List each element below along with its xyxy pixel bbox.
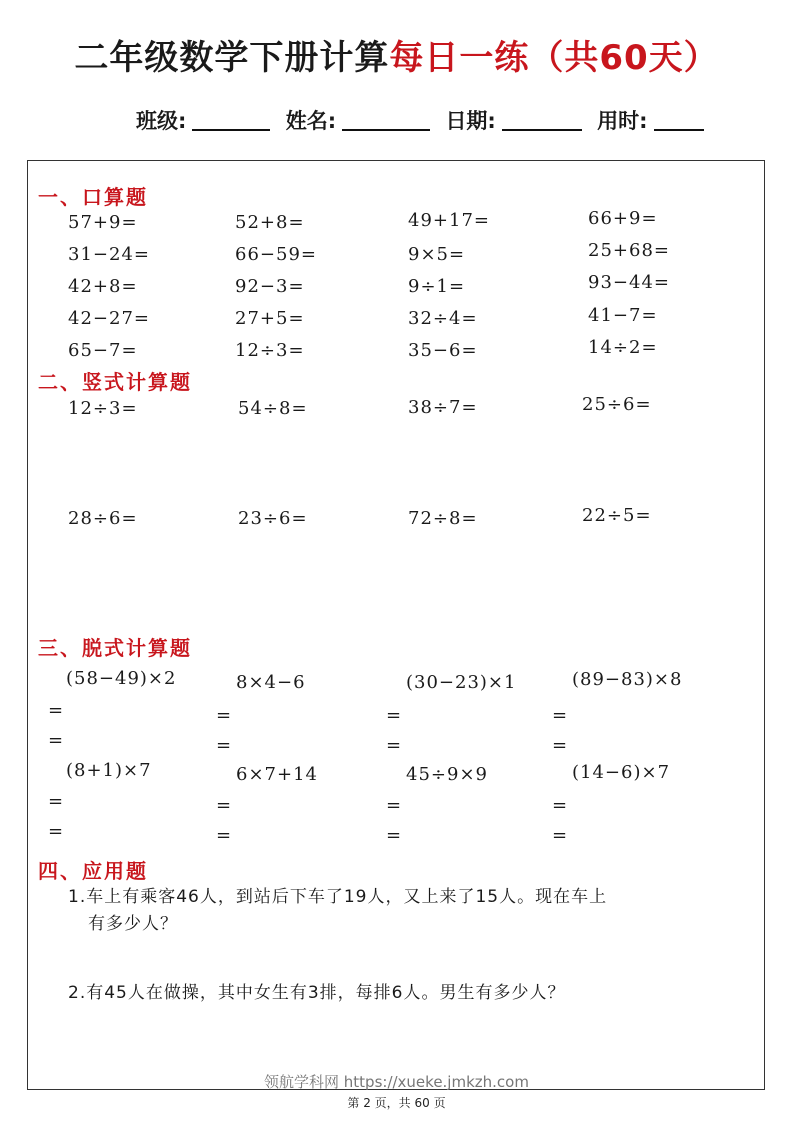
title-red-part: 每日一练（共60天）	[389, 38, 719, 78]
name-label: 姓名:	[285, 109, 337, 133]
oral-question: 31−24=	[68, 244, 150, 265]
equals-line: =	[48, 791, 64, 812]
equals-line: =	[386, 735, 402, 756]
section-oral-title: 一、口算题	[38, 185, 148, 209]
vertical-question: 28÷6=	[68, 508, 138, 529]
oral-question: 65−7=	[68, 340, 138, 361]
equals-line: =	[386, 825, 402, 846]
date-blank[interactable]	[502, 109, 582, 131]
stepwise-question: 6×7+14	[236, 764, 318, 785]
section-vertical-title: 二、竖式计算题	[38, 370, 192, 394]
date-label: 日期:	[445, 109, 496, 133]
oral-question: 27+5=	[235, 308, 305, 329]
stepwise-question: (58−49)×2	[66, 668, 177, 689]
oral-question: 12÷3=	[235, 340, 305, 361]
vertical-question: 22÷5=	[582, 505, 652, 526]
word-problem-1-line2: 有多少人？	[88, 914, 178, 934]
vertical-question: 54÷8=	[238, 398, 308, 419]
word-problem-2-line1: 2.有45人在做操，其中女生有3排，每排6人。男生有多少人？	[68, 983, 566, 1003]
equals-line: =	[552, 795, 568, 816]
equals-line: =	[552, 825, 568, 846]
stepwise-question: 45÷9×9	[406, 764, 488, 785]
stepwise-question: (14−6)×7	[572, 762, 671, 783]
student-info-line	[136, 105, 712, 135]
equals-line: =	[48, 700, 64, 721]
section-word-problems-title: 四、应用题	[38, 859, 148, 883]
oral-question: 66−59=	[235, 244, 317, 265]
vertical-question: 38÷7=	[408, 397, 478, 418]
oral-question: 9×5=	[408, 244, 466, 265]
equals-line: =	[386, 705, 402, 726]
equals-line: =	[48, 730, 64, 751]
equals-line: =	[216, 825, 232, 846]
oral-question: 52+8=	[235, 212, 305, 233]
word-problem-2	[68, 980, 708, 1007]
oral-question: 32÷4=	[408, 308, 478, 329]
stepwise-question: (89−83)×8	[572, 669, 683, 690]
oral-question: 66+9=	[588, 208, 658, 229]
oral-question: 57+9=	[68, 212, 138, 233]
oral-question: 49+17=	[408, 210, 490, 231]
stepwise-question: (8+1)×7	[66, 760, 152, 781]
oral-question: 9÷1=	[408, 276, 466, 297]
worksheet-frame	[27, 160, 765, 1090]
title-black-part: 二年级数学下册计算	[74, 38, 390, 78]
equals-line: =	[552, 705, 568, 726]
equals-line: =	[552, 735, 568, 756]
oral-question: 35−6=	[408, 340, 478, 361]
oral-question: 25+68=	[588, 240, 670, 261]
oral-question: 42−27=	[68, 308, 150, 329]
equals-line: =	[216, 795, 232, 816]
vertical-question: 25÷6=	[582, 394, 652, 415]
time-blank[interactable]	[654, 109, 704, 131]
class-label: 班级:	[136, 109, 187, 133]
equals-line: =	[216, 735, 232, 756]
oral-question: 14÷2=	[588, 337, 658, 358]
page-title	[0, 30, 793, 79]
oral-question: 41−7=	[588, 305, 658, 326]
equals-line: =	[216, 705, 232, 726]
stepwise-question: 8×4−6	[236, 672, 306, 693]
stepwise-question: (30−23)×1	[406, 672, 517, 693]
class-blank[interactable]	[192, 109, 270, 131]
word-problem-1	[68, 884, 708, 938]
vertical-question: 72÷8=	[408, 508, 478, 529]
equals-line: =	[48, 821, 64, 842]
oral-question: 92−3=	[235, 276, 305, 297]
name-blank[interactable]	[342, 109, 430, 131]
footer-site: 领航学科网 https://xueke.jmkzh.com	[264, 1073, 529, 1091]
section-stepwise-title: 三、脱式计算题	[38, 636, 192, 660]
time-label: 用时:	[597, 109, 648, 133]
vertical-question: 23÷6=	[238, 508, 308, 529]
equals-line: =	[386, 795, 402, 816]
footer-page-number: 第 2 页，共 60 页	[347, 1096, 446, 1110]
oral-question: 42+8=	[68, 276, 138, 297]
word-problem-1-line1: 1.车上有乘客46人，到站后下车了19人，又上来了15人。现在车上	[68, 887, 608, 907]
vertical-question: 12÷3=	[68, 398, 138, 419]
oral-question: 93−44=	[588, 272, 670, 293]
